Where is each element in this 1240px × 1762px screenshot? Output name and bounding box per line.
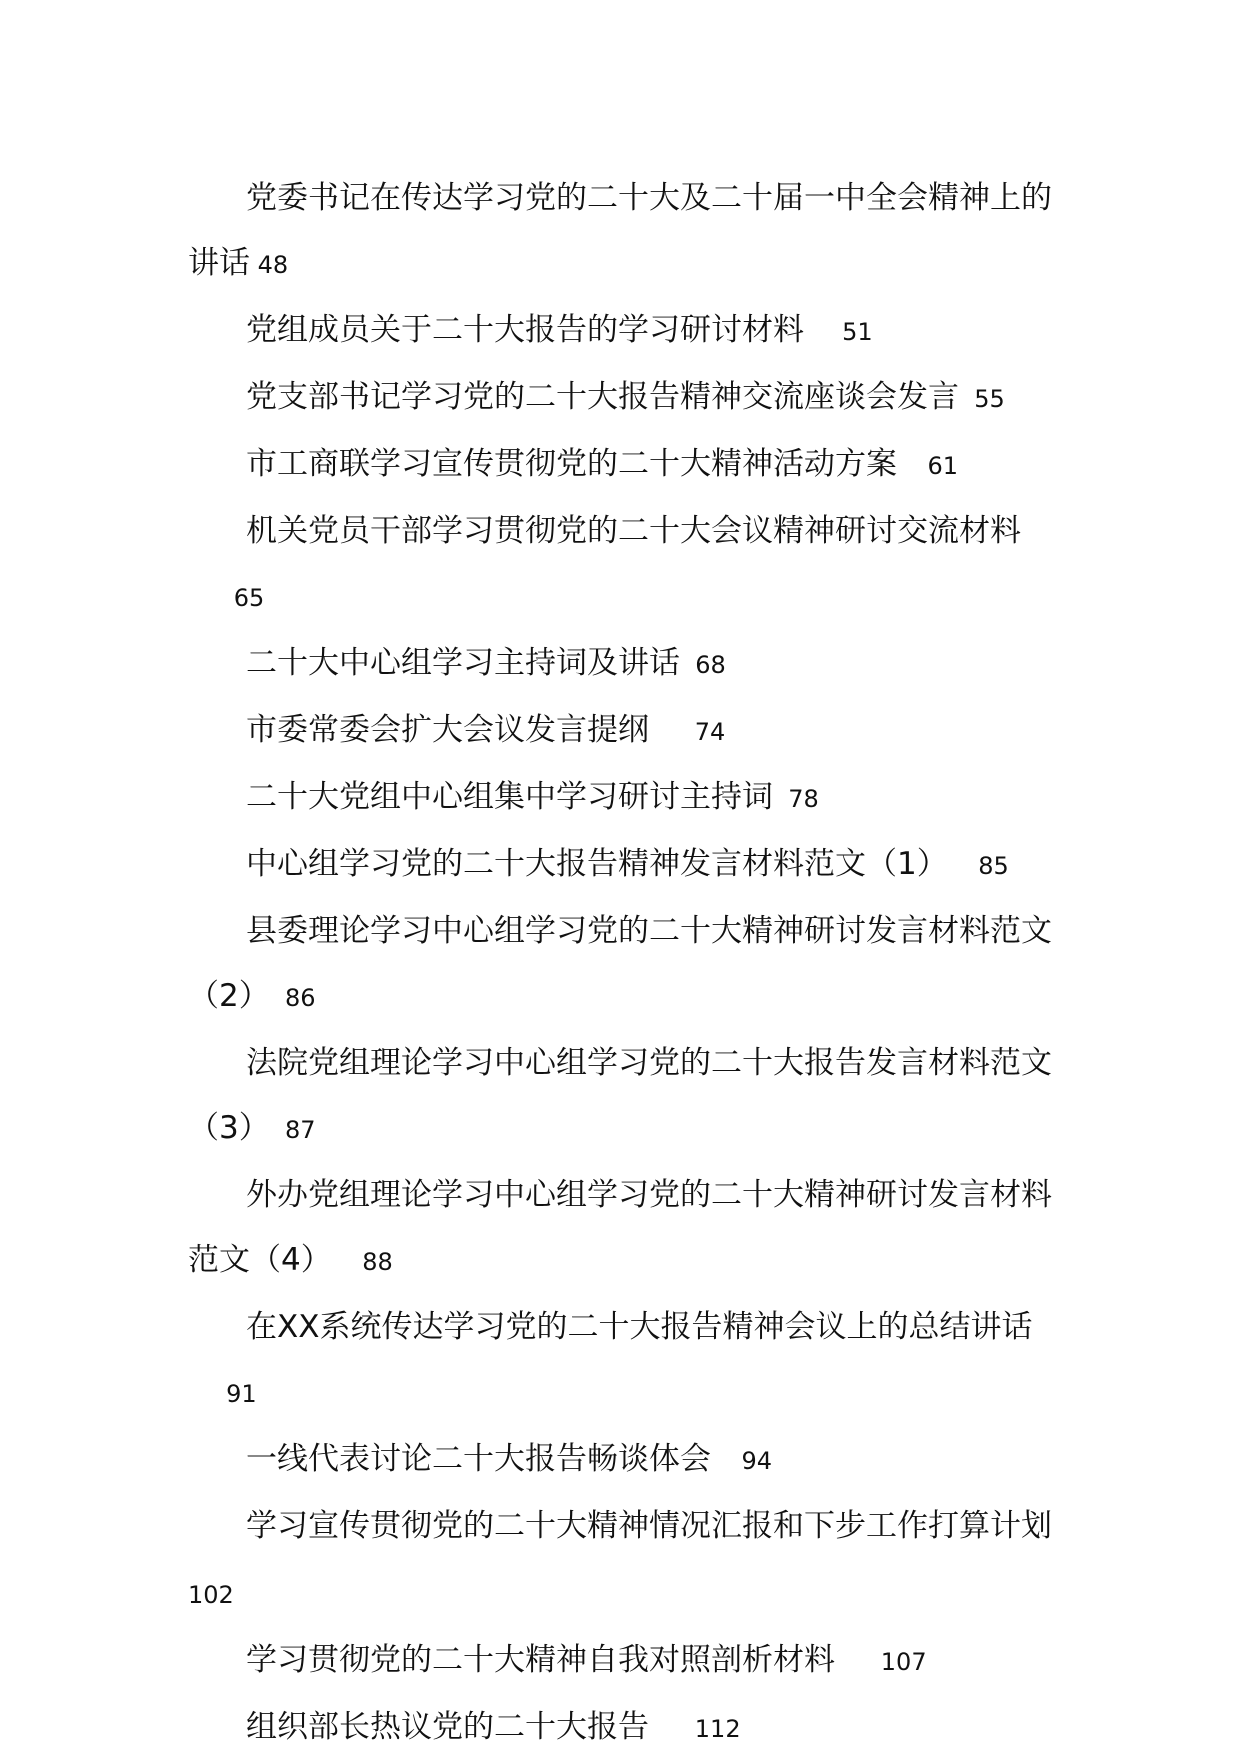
- toc-entry-page: 51: [842, 318, 873, 346]
- toc-entry-title-wrap: （3）: [188, 1110, 270, 1146]
- toc-entry-title: 组织部长热议党的二十大报告: [246, 1709, 649, 1745]
- toc-entry[interactable]: [188, 631, 1058, 698]
- toc-entry-title: 党支部书记学习党的二十大报告精神交流座谈会发言: [246, 379, 959, 415]
- toc-entry-title: 党组成员关于二十大报告的学习研讨材料: [246, 312, 804, 348]
- toc-entry-title: 机关党员干部学习贯彻党的二十大会议精神研讨交流材料: [246, 513, 1021, 549]
- toc-entry-separator: [649, 718, 695, 746]
- toc-entry-separator: [680, 651, 695, 679]
- toc-entry-page: 74: [694, 718, 726, 746]
- toc-entry-page: 55: [974, 385, 1005, 413]
- toc-entry[interactable]: [188, 698, 1058, 765]
- toc-entry[interactable]: [188, 499, 1058, 631]
- toc-entry-separator: [188, 584, 234, 612]
- toc-entry-separator: [711, 1447, 742, 1475]
- toc-entry-title: 市委常委会扩大会议发言提纲: [246, 712, 649, 748]
- toc-entry-title: 中心组学习党的二十大报告精神发言材料范文（1）: [246, 846, 948, 882]
- toc-entry-page: 107: [880, 1648, 927, 1676]
- toc-entry-separator: [270, 984, 285, 1012]
- toc-entry-page: 91: [226, 1380, 257, 1408]
- toc-entry-page: 61: [927, 452, 959, 480]
- toc-entry-page: 88: [362, 1248, 393, 1276]
- toc-entry-title-wrap: （2）: [188, 978, 270, 1014]
- toc-entry[interactable]: [188, 1031, 1058, 1163]
- toc-entry-separator: [270, 1116, 285, 1144]
- toc-entry-page: 86: [285, 984, 316, 1012]
- toc-entry-page: 48: [257, 251, 289, 279]
- toc-entry[interactable]: [188, 832, 1058, 899]
- toc-entry-page: 85: [978, 852, 1009, 880]
- toc-entry[interactable]: [188, 166, 1058, 298]
- toc-entry-page: 102: [188, 1581, 234, 1609]
- toc-entry-page: 65: [233, 584, 265, 612]
- toc-entry-page: 112: [694, 1715, 741, 1743]
- toc-entry[interactable]: [188, 899, 1058, 1031]
- toc-entry-title: 一线代表讨论二十大报告畅谈体会: [246, 1441, 711, 1477]
- toc-entry-title: 二十大中心组学习主持词及讲话: [246, 645, 680, 681]
- toc-entry-title: 外办党组理论学习中心组学习党的二十大精神研讨发言材料范: [188, 1177, 1052, 1278]
- toc-entry-separator: [649, 1715, 695, 1743]
- toc-entry-title: 县委理论学习中心组学习党的二十大精神研讨发言材料范文: [246, 913, 1052, 949]
- toc-entry[interactable]: [188, 1695, 1058, 1762]
- toc-entry-page: 78: [788, 785, 819, 813]
- toc-entry-page: 68: [695, 651, 726, 679]
- toc-entry-title: 学习宣传贯彻党的二十大精神情况汇报和下步工作打算计划: [246, 1508, 1052, 1544]
- toc-entry[interactable]: [188, 1494, 1058, 1628]
- toc-entry-title-wrap: 话: [219, 245, 250, 281]
- toc-entry-title: 在XX系统传达学习党的二十大报告精神会议上的总结讲话: [246, 1309, 1033, 1345]
- toc-entry-title: 党委书记在传达学习党的二十大及二十届一中全会精神上的讲: [188, 180, 1052, 281]
- toc-entry-separator: [804, 318, 842, 346]
- toc-entry-title: 学习贯彻党的二十大精神自我对照剖析材料: [246, 1642, 835, 1678]
- toc-entry[interactable]: [188, 765, 1058, 832]
- toc-entry-title-wrap: 文（4）: [219, 1242, 332, 1278]
- toc-entry[interactable]: [188, 432, 1058, 499]
- toc-entry-page: 94: [741, 1447, 773, 1475]
- table-of-contents: [188, 166, 1058, 1762]
- toc-entry[interactable]: [188, 1163, 1058, 1295]
- toc-entry-title: 法院党组理论学习中心组学习党的二十大报告发言材料范文: [246, 1045, 1052, 1081]
- toc-entry[interactable]: [188, 1427, 1058, 1494]
- toc-entry[interactable]: [188, 1295, 1058, 1427]
- toc-entry-page: 87: [285, 1116, 316, 1144]
- toc-entry[interactable]: [188, 1628, 1058, 1695]
- toc-entry-title: 市工商联学习宣传贯彻党的二十大精神活动方案: [246, 446, 897, 482]
- toc-entry[interactable]: [188, 365, 1058, 432]
- toc-entry-separator: [250, 251, 258, 279]
- toc-entry-separator: [332, 1248, 363, 1276]
- toc-entry[interactable]: [188, 298, 1058, 365]
- toc-entry-separator: [188, 1380, 226, 1408]
- toc-entry-separator: [835, 1648, 881, 1676]
- toc-entry-separator: [959, 385, 974, 413]
- toc-entry-separator: [897, 452, 928, 480]
- toc-entry-separator: [948, 852, 979, 880]
- toc-entry-separator: [773, 785, 788, 813]
- toc-entry-title: 二十大党组中心组集中学习研讨主持词: [246, 779, 773, 815]
